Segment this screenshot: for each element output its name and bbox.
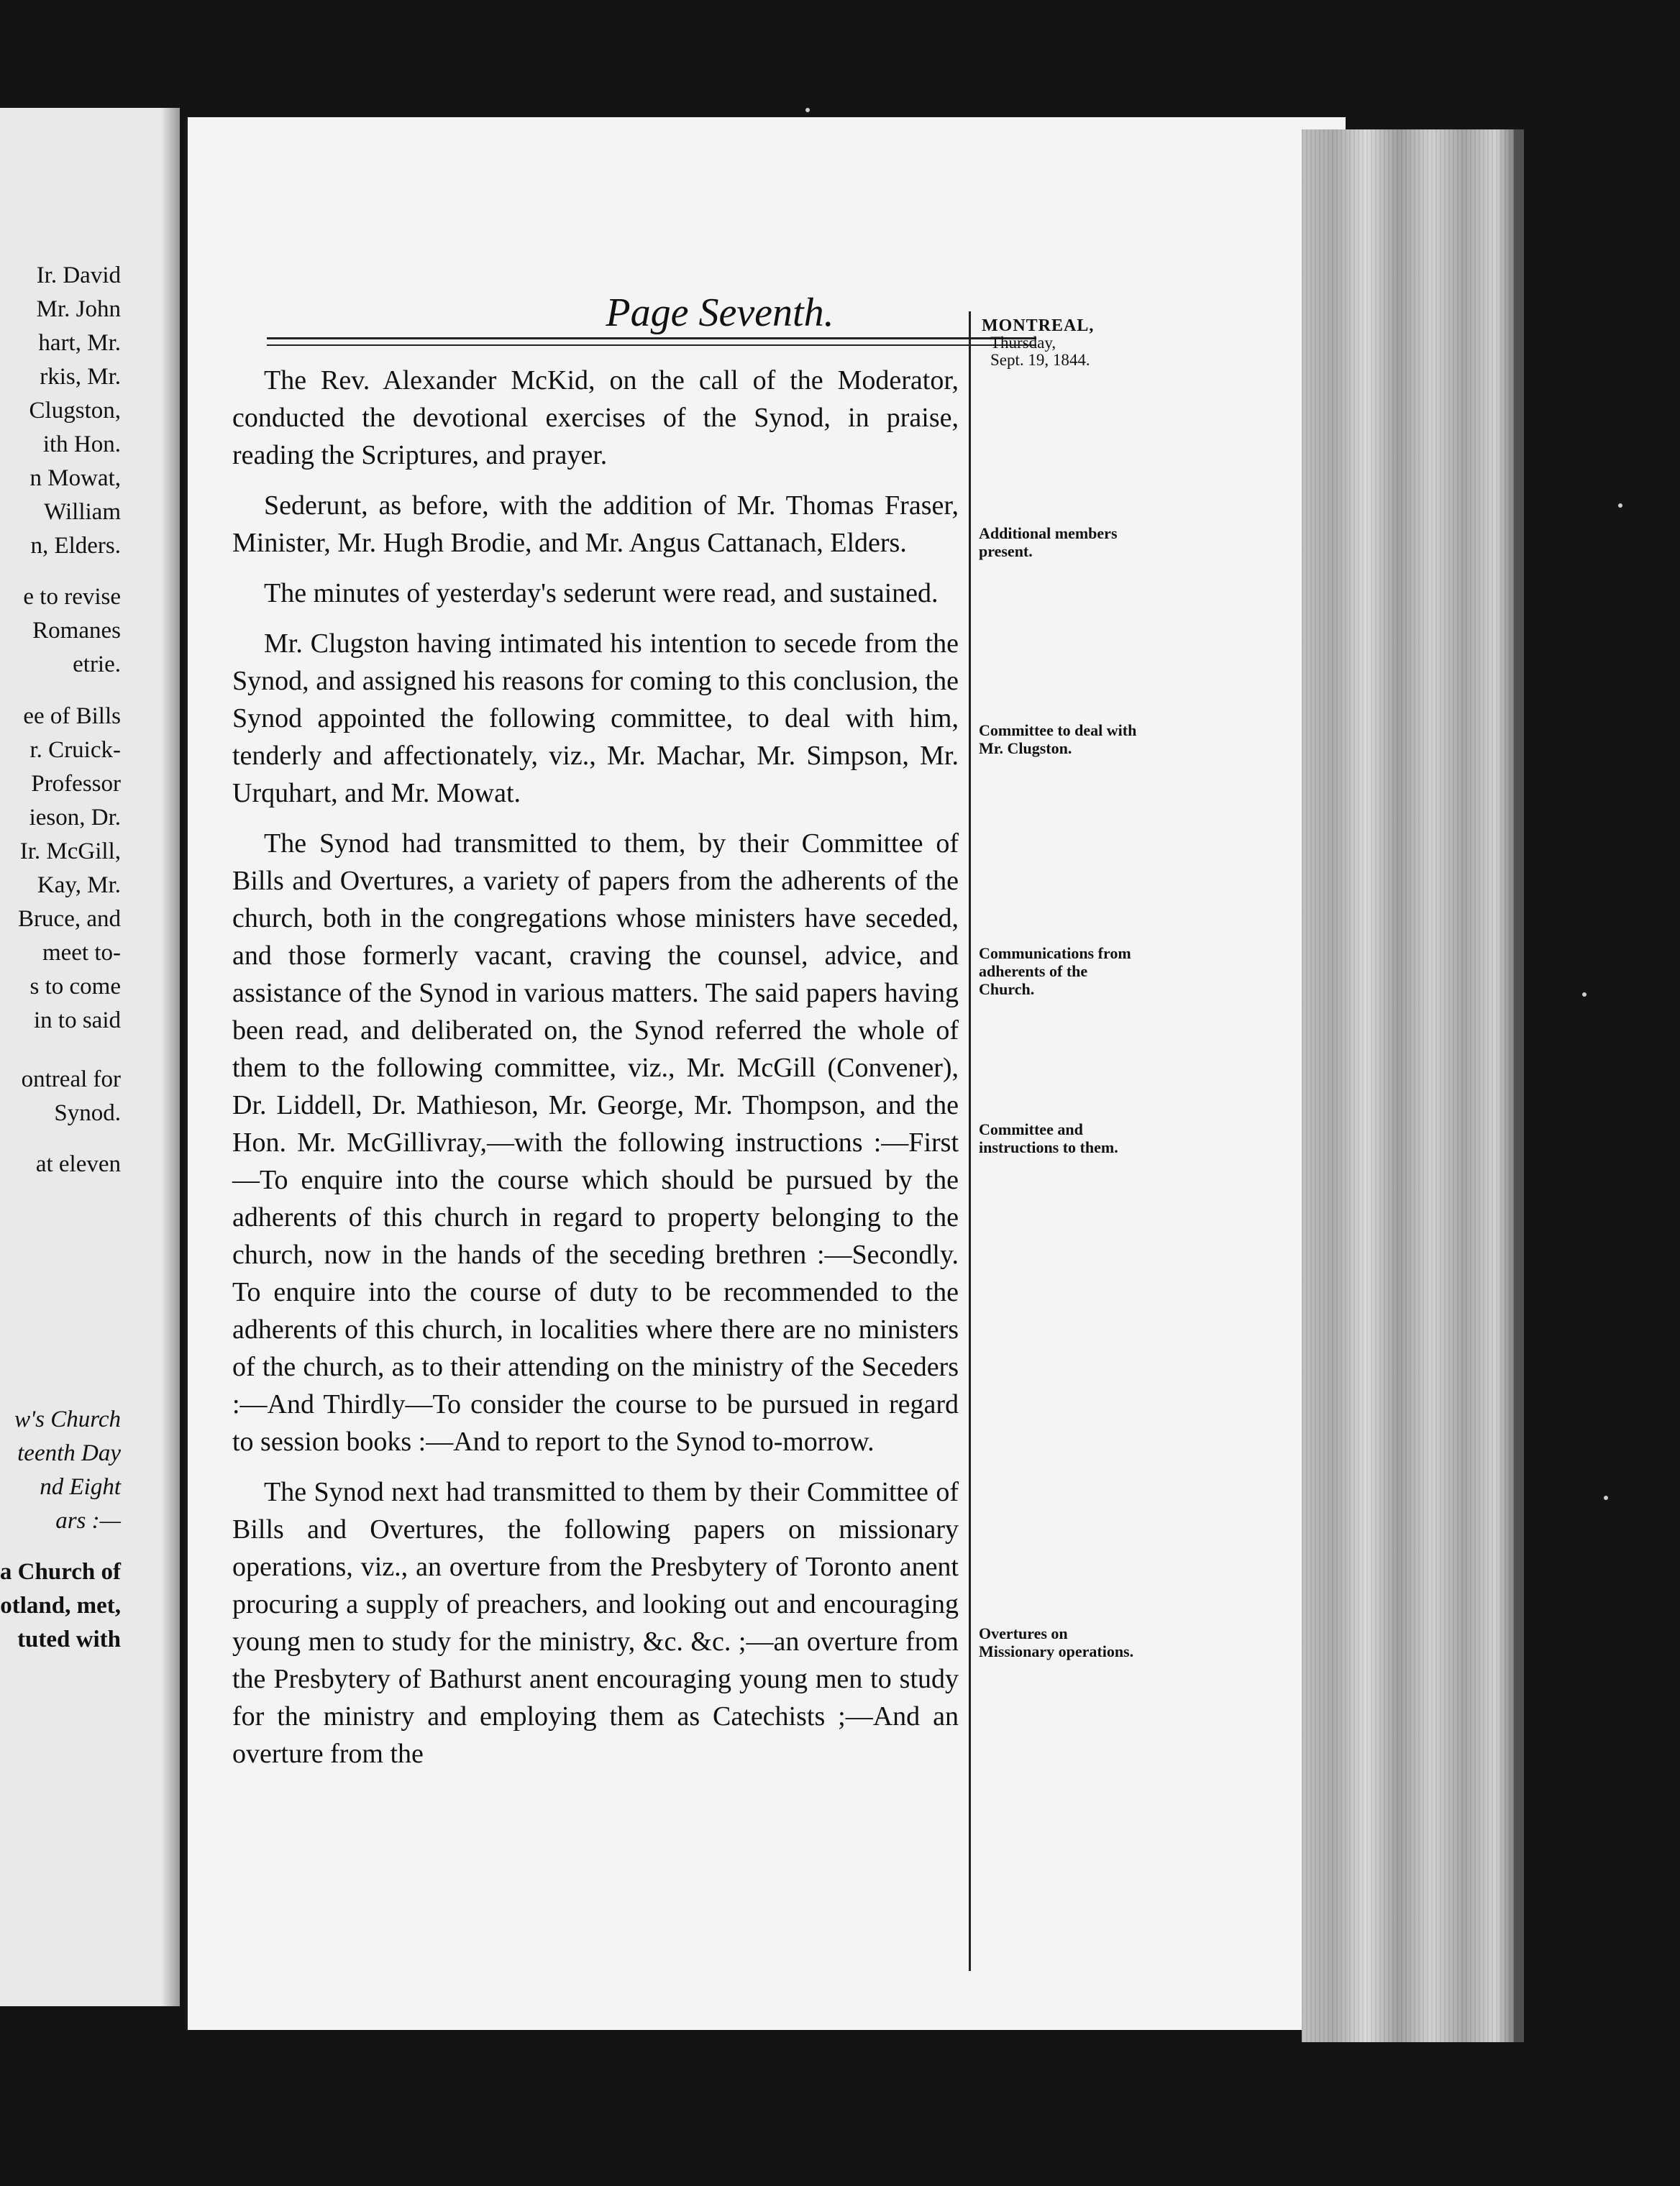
previous-page-line: r. Cruick-	[29, 737, 121, 763]
previous-page-line: tuted with	[17, 1627, 121, 1652]
previous-page-line: Ir. McGill,	[19, 838, 121, 864]
previous-page-line: ith Hon.	[42, 431, 121, 457]
previous-page-line: Romanes	[32, 618, 121, 644]
previous-page-line: William	[44, 499, 121, 525]
previous-page-line: otland, met,	[0, 1593, 121, 1619]
date-header	[982, 317, 1147, 369]
side-note-committee-instructions: Committee and instructions to them.	[979, 1120, 1118, 1156]
previous-page-line: Synod.	[54, 1100, 121, 1126]
margin-rule	[969, 311, 971, 1971]
previous-page-line: meet to-	[42, 940, 121, 966]
previous-page-line: s to come	[29, 974, 121, 1000]
book-fore-edge-texture	[1302, 129, 1517, 2042]
previous-page-line: w's Church	[14, 1407, 121, 1432]
previous-page-line: ieson, Dr.	[29, 805, 121, 831]
previous-page-line: teenth Day	[17, 1440, 121, 1466]
paragraph-devotional: The Rev. Alexander McKid, on the call of the Moderator, conducted the devotional exercises of the Synod, in praise, reading the Scriptures, and prayer.	[232, 365, 959, 470]
title-double-rule	[267, 337, 1036, 346]
side-note-missionary-overtures: Overtures on Missionary operations.	[979, 1624, 1134, 1660]
date-header-day: Thursday,	[990, 334, 1056, 352]
dust-speck	[1604, 1496, 1608, 1500]
previous-page-line: n Mowat,	[29, 465, 121, 491]
dust-speck	[1582, 992, 1587, 997]
gutter-shadow	[161, 108, 180, 2006]
previous-page-line: Mr. John	[36, 296, 121, 322]
previous-page-line: Professor	[31, 771, 121, 797]
previous-page-line: Bruce, and	[18, 906, 121, 932]
previous-page-line: n, Elders.	[30, 533, 121, 559]
previous-page-line: etrie.	[73, 651, 121, 677]
date-header-place: MONTREAL,	[982, 316, 1095, 335]
previous-page-line: nd Eight	[40, 1474, 121, 1500]
previous-page-line: at eleven	[35, 1151, 121, 1177]
previous-page-line: ars :—	[55, 1508, 121, 1534]
previous-page-text	[0, 108, 180, 2006]
page-title: Page Seventh.	[606, 291, 834, 335]
paragraph-minutes-sustained: The minutes of yesterday's sederunt were read, and sustained.	[264, 578, 939, 608]
side-note-additional-members: Additional members present.	[979, 524, 1118, 560]
date-header-date: Sept. 19, 1844.	[990, 351, 1090, 369]
page-seventh	[186, 117, 1346, 2030]
previous-page-line: in to said	[34, 1007, 121, 1033]
previous-page-line: Kay, Mr.	[37, 872, 121, 898]
side-note-committee-clugston: Committee to deal with Mr. Clugston.	[979, 721, 1137, 757]
previous-page	[0, 108, 180, 2006]
previous-page-line: Clugston,	[29, 398, 121, 424]
previous-page-line: ee of Bills	[23, 703, 121, 729]
dust-speck	[805, 108, 810, 112]
previous-page-line: hart, Mr.	[38, 330, 121, 356]
previous-page-line: a Church of	[0, 1559, 121, 1585]
book-cover-edge	[1514, 129, 1524, 2042]
previous-page-line: Ir. David	[36, 262, 121, 288]
paragraph-overtures: The Synod next had transmitted to them by their Committee of Bills and Overtures, the following papers on missionary operations, viz., an overture from the Presbytery of Toronto anent procuring a supply of preachers, and looking out and encouraging young men to study for the ministry, &c. &c. ;—an overture from the Presbytery of Bathurst anent encouraging young men to study for the ministry and employing them as Catechists ;—And an overture from the	[232, 1477, 959, 1769]
minutes-body	[232, 362, 959, 1785]
side-note-communications: Communications from adherents of the Church.	[979, 944, 1131, 998]
dust-speck	[1618, 503, 1622, 508]
paragraph-communications: The Synod had transmitted to them, by their Committee of Bills and Overtures, a variety of papers from the adherents of the church, both in the congregations whose ministers have seceded, and those formerly vacant, craving the counsel, advice, and assistance of the Synod in various matters. The said papers having been read, and deliberated on, the Synod referred the whole of them to the following committee, viz., Mr. McGill (Convener), Dr. Liddell, Dr. Mathieson, Mr. George, Mr. Thompson, and the Hon. Mr. McGillivray,—with the following instructions :—First—To enquire into the course which should be pursued by the adherents of this church in regard to property belonging to the church, now in the hands of the seceding brethren :—Secondly. To enquire into the course of duty to be recommended to the adherents of this church, in localities where there are no ministers of the church, as to their attending on the ministry of the Seceders :—And Thirdly—To consider the course to be pursued in regard to session books :—And to report to the Synod to-morrow.	[232, 828, 959, 1457]
previous-page-line: e to revise	[23, 584, 121, 610]
previous-page-line: rkis, Mr.	[40, 364, 121, 390]
paragraph-clugston: Mr. Clugston having intimated his intention to secede from the Synod, and assigned his reasons for coming to this conclusion, the Synod appointed the following committee, to deal with him, tenderly and affectionately, viz., Mr. Machar, Mr. Simpson, Mr. Urquhart, and Mr. Mowat.	[232, 628, 959, 808]
previous-page-line: ontreal for	[21, 1066, 121, 1092]
paragraph-sederunt: Sederunt, as before, with the addition of Mr. Thomas Fraser, Minister, Mr. Hugh Brodie, and Mr. Angus Cattanach, Elders.	[232, 490, 959, 558]
